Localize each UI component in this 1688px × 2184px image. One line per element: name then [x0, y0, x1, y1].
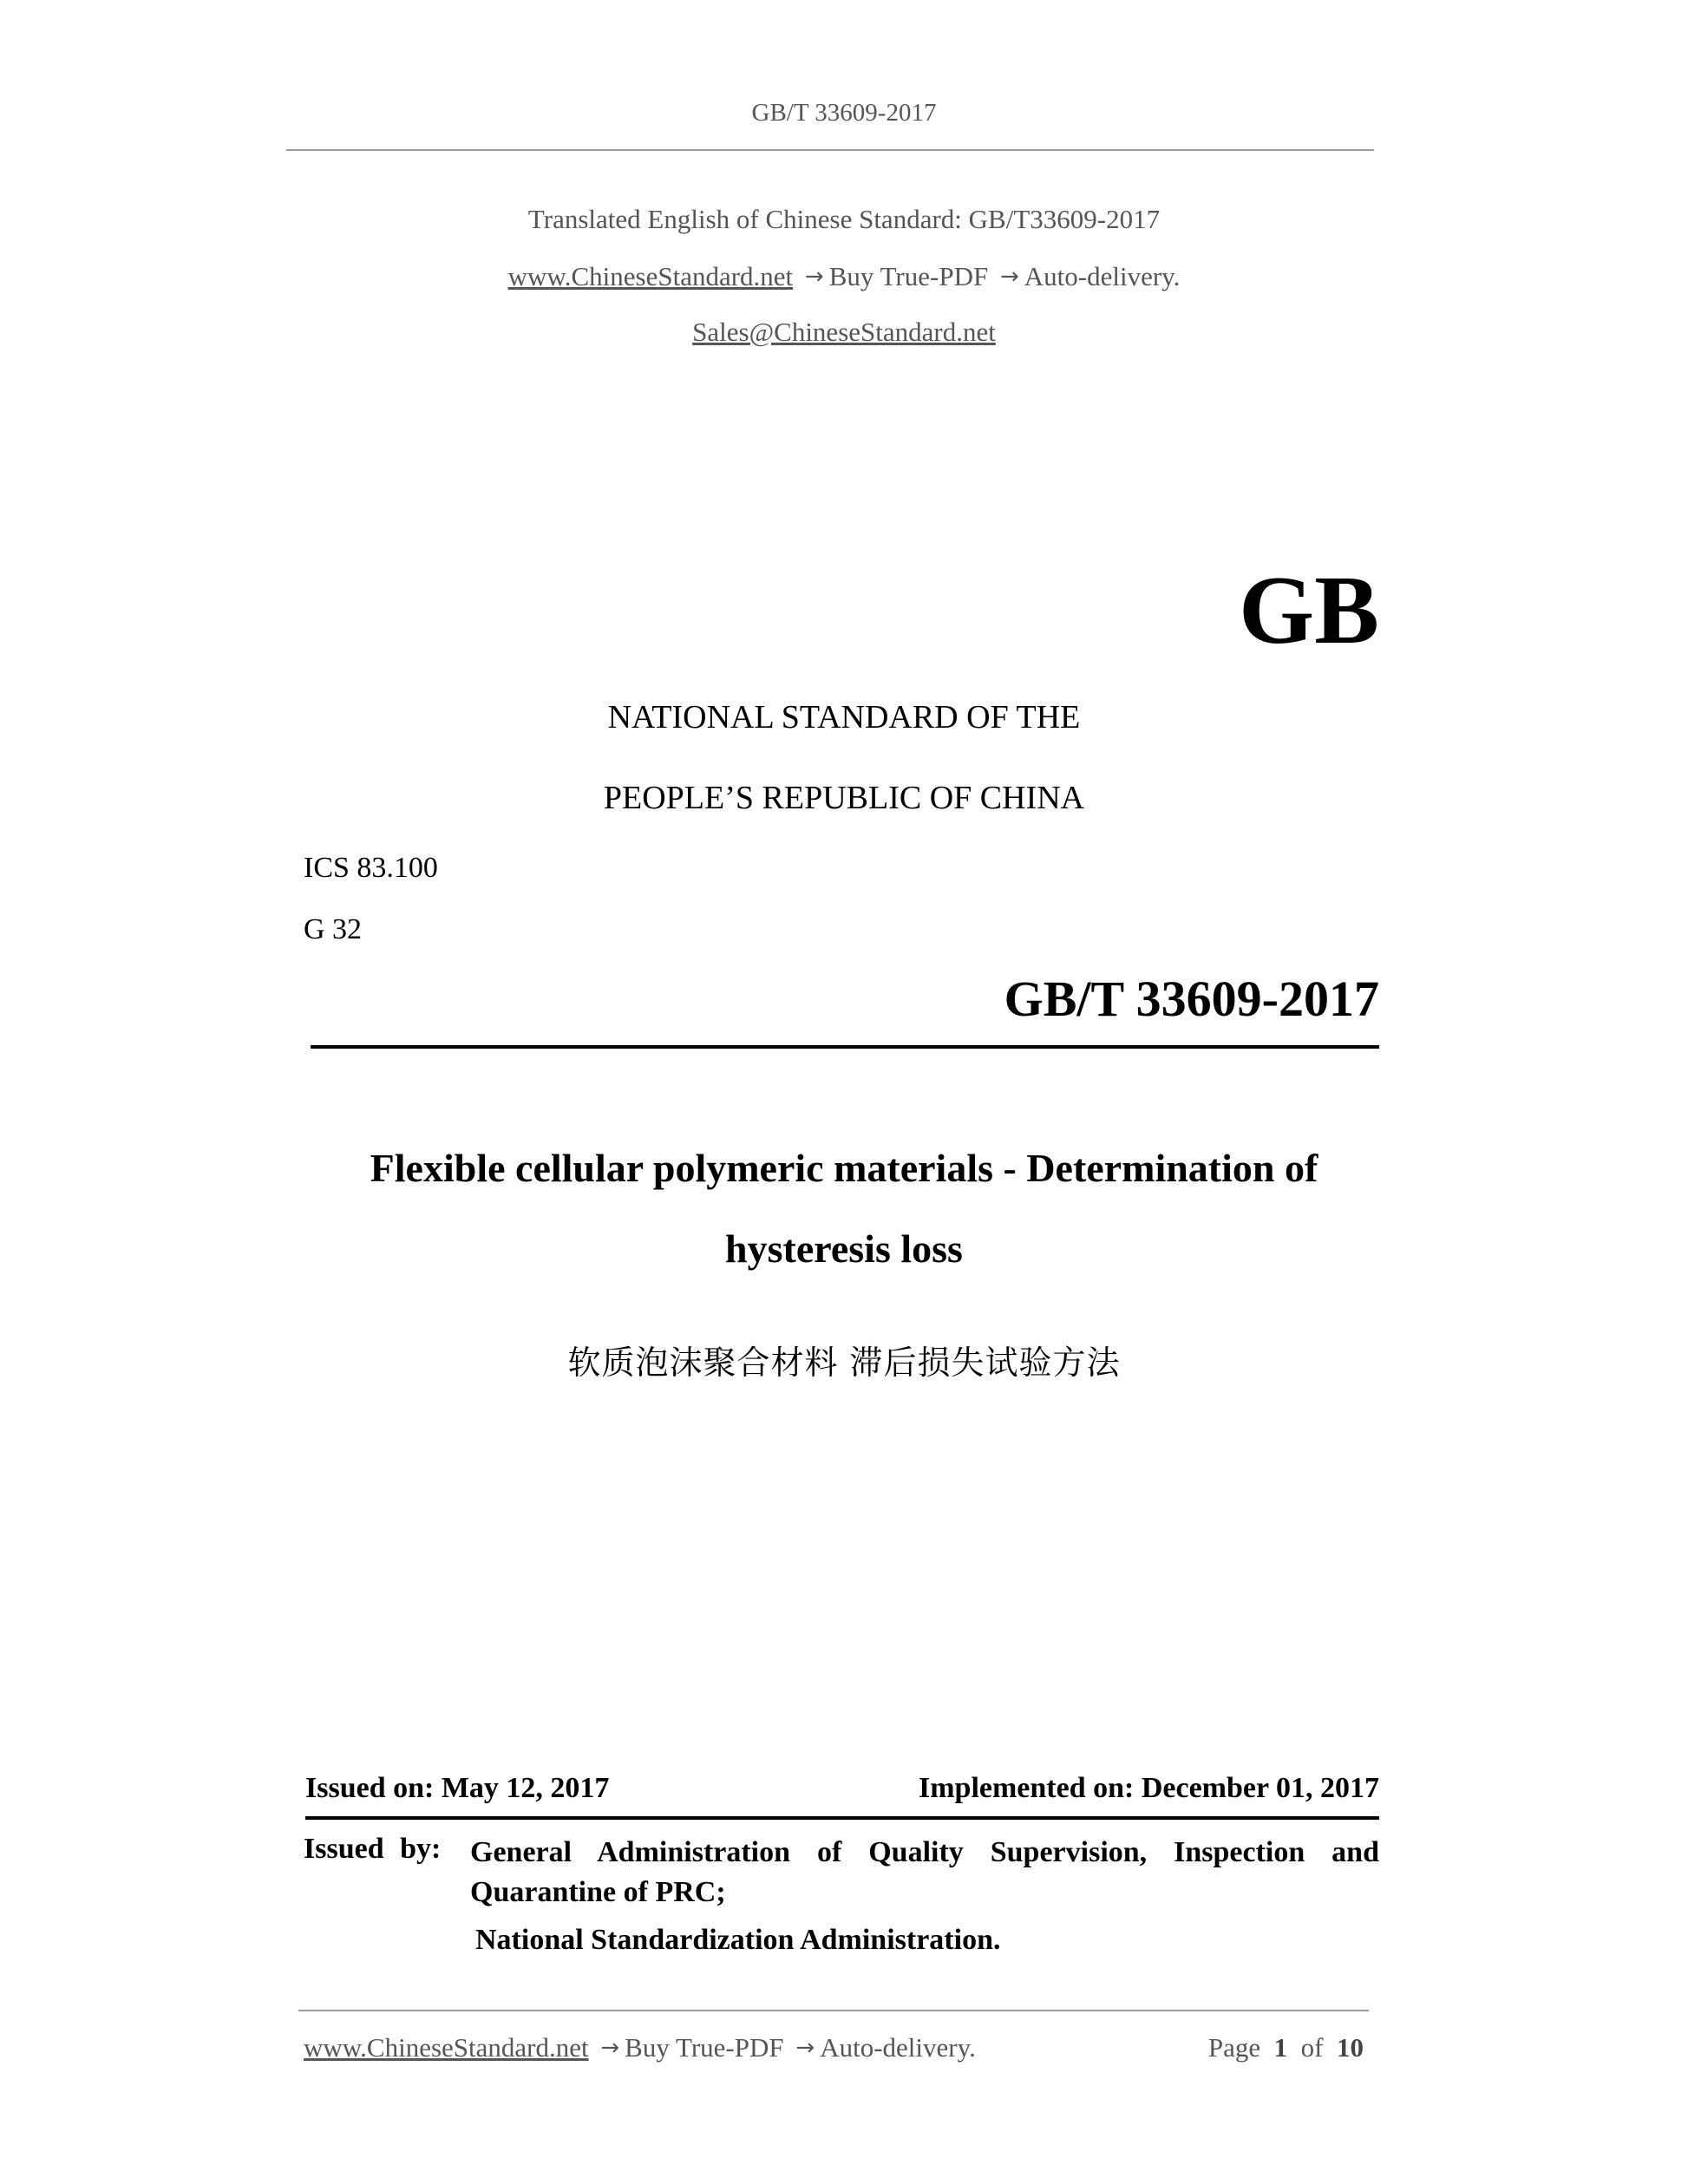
footer-divider [298, 2010, 1369, 2011]
page-word: Page [1207, 2032, 1261, 2063]
title-english-line2: hysteresis loss [725, 1226, 963, 1271]
footer-buy-text: Buy True-PDF [625, 2032, 784, 2063]
gb-mark: GB [1239, 557, 1379, 664]
arrow-right-icon: → [999, 264, 1019, 290]
footer-purchase-line [304, 2032, 976, 2063]
title-chinese: 软质泡沫聚合材料 滞后损失试验方法 [567, 1344, 1121, 1382]
issued-by-authority-2: National Standardization Administration. [475, 1924, 1001, 1956]
arrow-right-icon: → [795, 2035, 815, 2061]
sales-email-link[interactable]: Sales@ChineseStandard.net [692, 317, 996, 347]
footer-site-link[interactable]: www.ChineseStandard.net [304, 2032, 589, 2063]
issued-by-label: Issued by: [304, 1833, 442, 1865]
site-link[interactable]: www.ChineseStandard.net [507, 261, 794, 291]
arrow-right-icon: → [804, 264, 824, 290]
standard-number: GB/T 33609-2017 [1004, 971, 1379, 1027]
running-header: GB/T 33609-2017 [751, 99, 937, 127]
of-word: of [1300, 2032, 1324, 2063]
issued-by-authority-1: General Administration of Quality Supervision, Inspection and Quarantine of PRC; [470, 1836, 1379, 1908]
ics-code: ICS 83.100 [304, 852, 438, 884]
arrow-right-icon: → [600, 2035, 620, 2061]
page-indicator [1208, 2032, 1364, 2063]
page-total: 10 [1337, 2032, 1364, 2063]
national-standard-line1: NATIONAL STANDARD OF THE [607, 699, 1081, 736]
issued-on-date: Issued on: May 12, 2017 [305, 1772, 610, 1804]
ccs-code: G 32 [304, 913, 363, 945]
purchase-line [0, 261, 1688, 292]
footer-delivery-text: Auto-delivery. [820, 2032, 976, 2063]
dates-divider [305, 1816, 1379, 1820]
buy-pdf-text: Buy True-PDF [828, 261, 989, 291]
translation-notice: Translated English of Chinese Standard: GB/T33609-2017 [527, 204, 1161, 234]
title-english-line1: Flexible cellular polymeric materials - Determination of [370, 1146, 1318, 1190]
email-line [0, 317, 1688, 348]
auto-delivery-text: Auto-delivery. [1024, 261, 1181, 291]
standard-number-divider [311, 1045, 1379, 1049]
header-divider [286, 149, 1374, 151]
implemented-on-date: Implemented on: December 01, 2017 [918, 1772, 1379, 1804]
page-number: 1 [1273, 2032, 1288, 2063]
national-standard-line2: PEOPLE’S REPUBLIC OF CHINA [603, 780, 1085, 816]
